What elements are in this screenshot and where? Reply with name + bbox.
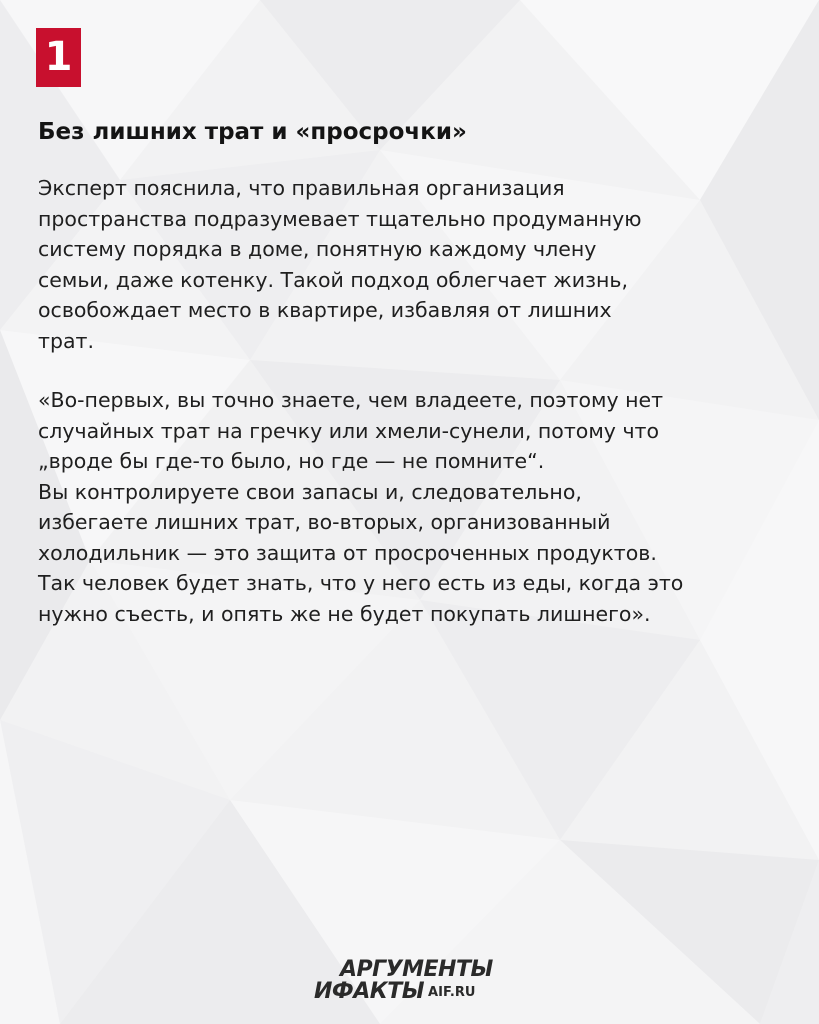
paragraph-line: «Во-первых, вы точно знаете, чем владеете, поэтому нет — [38, 388, 664, 412]
number-badge: 1 — [36, 28, 81, 87]
paragraph-1 — [38, 173, 798, 356]
paragraph-line: семьи, даже котенку. Такой подход облегчает жизнь, — [38, 267, 628, 292]
logo-site: AIF.RU — [428, 985, 476, 1000]
paragraph-line: холодильник — это защита от просроченных продуктов. — [38, 540, 657, 565]
paragraph-line: „вроде бы где-то было, но где — не помните“. — [38, 449, 545, 473]
paragraph-line: освобождает место в квартире, избавляя от лишних — [38, 298, 612, 322]
paragraph-line: систему порядка в доме, понятную каждому члену — [38, 237, 597, 261]
paragraph-line: избегаете лишних трат, во-вторых, организованный — [38, 510, 611, 534]
logo-line-2 — [314, 980, 475, 1005]
paragraph-line: Эксперт пояснила, что правильная организация — [38, 176, 565, 200]
paragraph-line: Так человек будет знать, что у него есть из еды, когда это — [38, 571, 684, 595]
paragraph-line: случайных трат на гречку или хмели-сунели, потому что — [38, 418, 660, 443]
paragraph-line: нужно съесть, и опять же не будет покупать лишнего». — [38, 601, 651, 626]
paragraph-line: пространства подразумевает тщательно продуманную — [38, 206, 642, 231]
logo-line-1: АРГУМЕНТЫ — [340, 957, 493, 982]
section-heading: Без лишних трат и «просрочки» — [38, 119, 467, 145]
logo-wordmark: ИФАКТЫ — [314, 979, 425, 1004]
aif-logo — [310, 958, 530, 1008]
paragraph-2-quote — [38, 385, 798, 629]
paragraph-line: трат. — [38, 328, 94, 353]
paragraph-line: Вы контролируете свои запасы и, следовательно, — [38, 479, 582, 504]
